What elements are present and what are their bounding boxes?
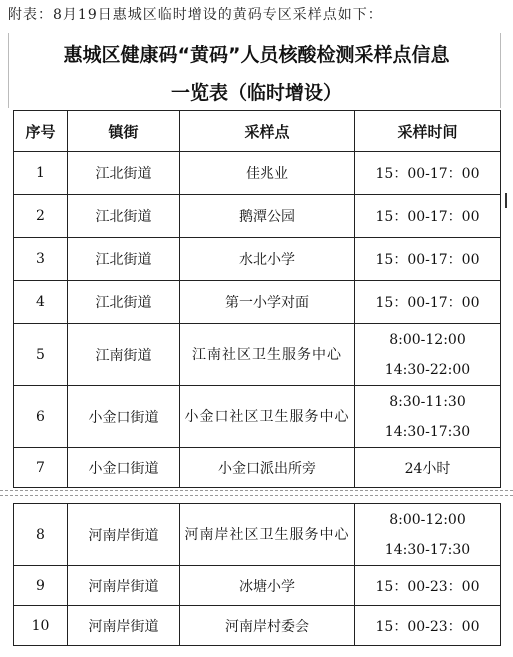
row-no: 1 [14, 152, 68, 195]
row-no: 6 [14, 386, 68, 448]
header-no: 序号 [14, 111, 68, 152]
sampling-sites-table-page1 [13, 110, 501, 488]
appendix-note: 附表：8月19日惠城区临时增设的黄码专区采样点如下： [8, 7, 383, 23]
table-row [14, 152, 501, 195]
table-row [14, 195, 501, 238]
table-row [14, 606, 501, 646]
row-street: 江北街道 [68, 195, 180, 238]
row-no: 4 [14, 281, 68, 324]
time-slot-morning: 8:00-12:00 [389, 511, 466, 528]
row-site: 佳兆业 [180, 152, 355, 195]
table-header-row [14, 111, 501, 152]
row-time: 24小时 [355, 448, 501, 488]
time-slot-morning: 8:30-11:30 [389, 393, 466, 410]
row-site: 河南岸社区卫生服务中心 [180, 504, 355, 566]
row-no: 9 [14, 566, 68, 606]
row-street: 河南岸街道 [68, 566, 180, 606]
row-no: 10 [14, 606, 68, 646]
table-title-line2: 一览表（临时增设） [170, 82, 342, 104]
header-site: 采样点 [180, 111, 355, 152]
table-row [14, 238, 501, 281]
table-title-line1: 惠城区健康码“黄码”人员核酸检测采样点信息 [63, 44, 450, 66]
row-time: 15：00-17：00 [355, 152, 501, 195]
row-street: 江北街道 [68, 281, 180, 324]
time-slot-afternoon: 14:30-17:30 [384, 541, 471, 558]
row-time [355, 504, 501, 566]
row-street: 河南岸街道 [68, 606, 180, 646]
table-row [14, 504, 501, 566]
header-street: 镇街 [68, 111, 180, 152]
time-slot-afternoon: 14:30-17:30 [384, 423, 471, 440]
page-break [0, 490, 513, 496]
row-street: 小金口街道 [68, 386, 180, 448]
row-site: 小金口社区卫生服务中心 [180, 386, 355, 448]
row-street: 河南岸街道 [68, 504, 180, 566]
row-time: 15：00-17：00 [355, 238, 501, 281]
row-site: 小金口派出所旁 [180, 448, 355, 488]
row-time: 15：00-17：00 [355, 195, 501, 238]
row-no: 2 [14, 195, 68, 238]
time-slot-afternoon: 14:30-22:00 [384, 361, 471, 378]
row-time: 15：00-23：00 [355, 566, 501, 606]
row-street: 小金口街道 [68, 448, 180, 488]
row-time: 15：00-17：00 [355, 281, 501, 324]
row-time [355, 386, 501, 448]
row-site: 水北小学 [180, 238, 355, 281]
table-row [14, 566, 501, 606]
row-street: 江北街道 [68, 238, 180, 281]
time-slot-morning: 8:00-12:00 [389, 331, 466, 348]
page-corner-mark [505, 193, 507, 208]
row-no: 3 [14, 238, 68, 281]
table-row [14, 386, 501, 448]
table-row [14, 324, 501, 386]
row-site: 冰塘小学 [180, 566, 355, 606]
table-row [14, 448, 501, 488]
row-site: 鹅潭公园 [180, 195, 355, 238]
row-site: 江南社区卫生服务中心 [180, 324, 355, 386]
row-site: 河南岸村委会 [180, 606, 355, 646]
header-time: 采样时间 [355, 111, 501, 152]
sampling-sites-table-page2 [13, 503, 501, 646]
row-street: 江南街道 [68, 324, 180, 386]
row-no: 7 [14, 448, 68, 488]
row-time: 15：00-23：00 [355, 606, 501, 646]
table-row [14, 281, 501, 324]
row-no: 8 [14, 504, 68, 566]
row-site: 第一小学对面 [180, 281, 355, 324]
row-time [355, 324, 501, 386]
row-street: 江北街道 [68, 152, 180, 195]
row-no: 5 [14, 324, 68, 386]
